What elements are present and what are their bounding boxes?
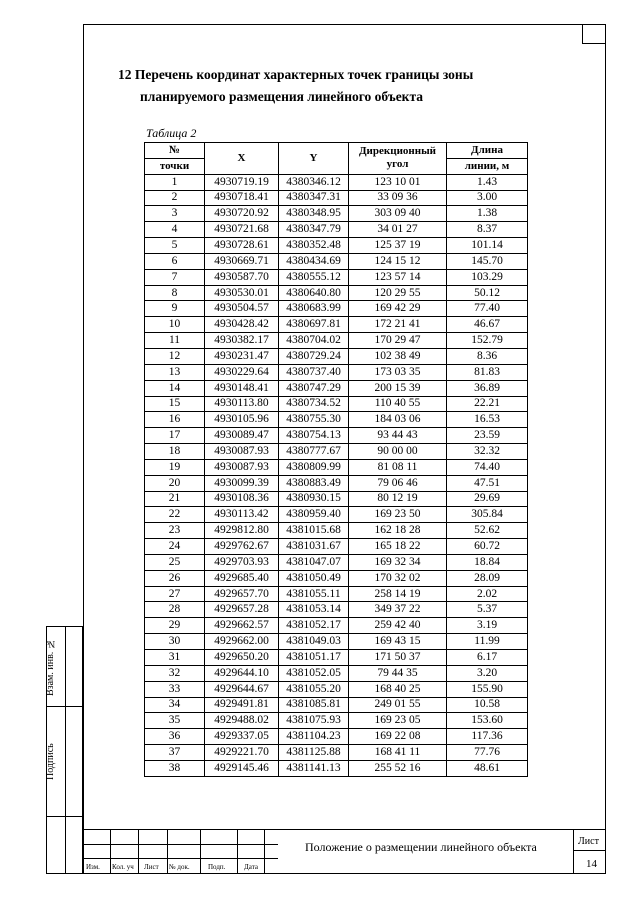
cell-length: 22.21 <box>447 396 528 412</box>
cell-y: 4381055.20 <box>279 681 349 697</box>
table-row <box>145 428 528 444</box>
heading-line-2: планируемого размещения линейного объекта <box>140 89 424 104</box>
cell-x: 4930720.92 <box>205 206 279 222</box>
table-body <box>145 174 528 776</box>
cell-angle: 259 42 40 <box>349 618 447 634</box>
cell-angle: 93 44 43 <box>349 428 447 444</box>
cell-angle: 173 03 35 <box>349 364 447 380</box>
tb-label-sign: Подп. <box>208 863 226 871</box>
cell-x: 4930148.41 <box>205 380 279 396</box>
table-row <box>145 253 528 269</box>
table-row <box>145 491 528 507</box>
table-row <box>145 364 528 380</box>
cell-point: 6 <box>145 253 205 269</box>
cell-point: 8 <box>145 285 205 301</box>
tb-label-date: Дата <box>244 863 258 871</box>
cell-x: 4929762.67 <box>205 539 279 555</box>
table-row <box>145 539 528 555</box>
table-row <box>145 412 528 428</box>
cell-y: 4381051.17 <box>279 650 349 666</box>
cell-y: 4381052.17 <box>279 618 349 634</box>
cell-length: 3.00 <box>447 190 528 206</box>
cell-length: 3.19 <box>447 618 528 634</box>
cell-length: 16.53 <box>447 412 528 428</box>
table-row <box>145 570 528 586</box>
cell-x: 4929685.40 <box>205 570 279 586</box>
cell-length: 77.40 <box>447 301 528 317</box>
cell-angle: 124 15 12 <box>349 253 447 269</box>
table-row <box>145 554 528 570</box>
cell-angle: 123 57 14 <box>349 269 447 285</box>
cell-point: 12 <box>145 348 205 364</box>
cell-angle: 110 40 55 <box>349 396 447 412</box>
cell-x: 4929145.46 <box>205 760 279 776</box>
cell-length: 145.70 <box>447 253 528 269</box>
cell-y: 4380777.67 <box>279 444 349 460</box>
cell-x: 4930721.68 <box>205 222 279 238</box>
tb-vline <box>167 830 168 874</box>
cell-point: 14 <box>145 380 205 396</box>
table-row <box>145 301 528 317</box>
cell-y: 4380729.24 <box>279 348 349 364</box>
cell-x: 4929644.67 <box>205 681 279 697</box>
cell-x: 4930113.80 <box>205 396 279 412</box>
sheet-number: 14 <box>586 858 597 870</box>
table-row <box>145 745 528 761</box>
title-block <box>83 829 606 874</box>
cell-angle: 169 22 08 <box>349 729 447 745</box>
cell-x: 4929337.05 <box>205 729 279 745</box>
cell-point: 29 <box>145 618 205 634</box>
col-header-angle: Дирекционный угол <box>349 143 447 175</box>
tb-label-doc-no: № док. <box>169 863 190 871</box>
cell-length: 23.59 <box>447 428 528 444</box>
col-header-x: X <box>205 143 279 175</box>
table-row <box>145 634 528 650</box>
cell-angle: 255 52 16 <box>349 760 447 776</box>
cell-length: 152.79 <box>447 333 528 349</box>
cell-point: 34 <box>145 697 205 713</box>
cell-point: 32 <box>145 665 205 681</box>
table-row <box>145 238 528 254</box>
cell-point: 4 <box>145 222 205 238</box>
cell-point: 24 <box>145 539 205 555</box>
cell-y: 4380697.81 <box>279 317 349 333</box>
cell-x: 4929657.28 <box>205 602 279 618</box>
cell-angle: 169 32 34 <box>349 554 447 570</box>
cell-length: 2.02 <box>447 586 528 602</box>
table-row <box>145 729 528 745</box>
cell-y: 4381015.68 <box>279 523 349 539</box>
cell-y: 4381052.05 <box>279 665 349 681</box>
cell-length: 103.29 <box>447 269 528 285</box>
cell-point: 23 <box>145 523 205 539</box>
cell-length: 50.12 <box>447 285 528 301</box>
cell-x: 4930728.61 <box>205 238 279 254</box>
cell-point: 25 <box>145 554 205 570</box>
table-row <box>145 602 528 618</box>
cell-angle: 162 18 28 <box>349 523 447 539</box>
cell-length: 8.37 <box>447 222 528 238</box>
cell-angle: 200 15 39 <box>349 380 447 396</box>
section-heading <box>118 64 578 108</box>
col-header-length-top: Длина <box>447 143 528 159</box>
table-row <box>145 396 528 412</box>
cell-length: 155.90 <box>447 681 528 697</box>
cell-x: 4930099.39 <box>205 475 279 491</box>
cell-point: 28 <box>145 602 205 618</box>
cell-angle: 258 14 19 <box>349 586 447 602</box>
cell-x: 4930087.93 <box>205 444 279 460</box>
cell-y: 4381055.11 <box>279 586 349 602</box>
table-row <box>145 713 528 729</box>
side-label-signature: Подпись <box>45 743 56 781</box>
side-label-approve: Взам. инв. № <box>45 638 56 696</box>
cell-y: 4380434.69 <box>279 253 349 269</box>
cell-x: 4929488.02 <box>205 713 279 729</box>
cell-angle: 81 08 11 <box>349 459 447 475</box>
cell-x: 4930719.19 <box>205 174 279 190</box>
cell-y: 4381053.14 <box>279 602 349 618</box>
cell-y: 4380737.40 <box>279 364 349 380</box>
cell-length: 5.37 <box>447 602 528 618</box>
table-row <box>145 665 528 681</box>
coordinates-table <box>144 142 528 777</box>
cell-y: 4380883.49 <box>279 475 349 491</box>
cell-angle: 123 10 01 <box>349 174 447 190</box>
table-row <box>145 618 528 634</box>
tb-vline <box>237 830 238 874</box>
cell-y: 4381050.49 <box>279 570 349 586</box>
cell-angle: 172 21 41 <box>349 317 447 333</box>
cell-x: 4930087.93 <box>205 459 279 475</box>
cell-y: 4380348.95 <box>279 206 349 222</box>
tb-vline <box>138 830 139 874</box>
cell-angle: 120 29 55 <box>349 285 447 301</box>
cell-point: 19 <box>145 459 205 475</box>
cell-angle: 170 29 47 <box>349 333 447 349</box>
cell-angle: 125 37 19 <box>349 238 447 254</box>
cell-length: 36.89 <box>447 380 528 396</box>
cell-y: 4380754.13 <box>279 428 349 444</box>
cell-y: 4380683.99 <box>279 301 349 317</box>
cell-y: 4381075.93 <box>279 713 349 729</box>
cell-point: 37 <box>145 745 205 761</box>
cell-point: 33 <box>145 681 205 697</box>
cell-y: 4380747.29 <box>279 380 349 396</box>
cell-length: 46.67 <box>447 317 528 333</box>
cell-y: 4380346.12 <box>279 174 349 190</box>
cell-point: 18 <box>145 444 205 460</box>
cell-point: 36 <box>145 729 205 745</box>
table-row <box>145 681 528 697</box>
cell-y: 4380930.15 <box>279 491 349 507</box>
col-header-point-bottom: точки <box>145 158 205 174</box>
cell-x: 4929703.93 <box>205 554 279 570</box>
table-row <box>145 760 528 776</box>
table-caption: Таблица 2 <box>146 126 197 140</box>
table-row <box>145 697 528 713</box>
cell-point: 30 <box>145 634 205 650</box>
side-stamp <box>46 626 83 874</box>
cell-x: 4930669.71 <box>205 253 279 269</box>
cell-angle: 169 23 50 <box>349 507 447 523</box>
col-header-point-top: № <box>145 143 205 159</box>
table-row <box>145 190 528 206</box>
table-row <box>145 333 528 349</box>
cell-angle: 169 42 29 <box>349 301 447 317</box>
table-row <box>145 475 528 491</box>
cell-x: 4929662.00 <box>205 634 279 650</box>
cell-x: 4930108.36 <box>205 491 279 507</box>
cell-y: 4381104.23 <box>279 729 349 745</box>
cell-point: 1 <box>145 174 205 190</box>
cell-point: 2 <box>145 190 205 206</box>
cell-x: 4930587.70 <box>205 269 279 285</box>
cell-angle: 303 09 40 <box>349 206 447 222</box>
cell-y: 4381047.07 <box>279 554 349 570</box>
cell-angle: 80 12 19 <box>349 491 447 507</box>
tb-vline <box>110 830 111 874</box>
cell-length: 117.36 <box>447 729 528 745</box>
cell-angle: 79 06 46 <box>349 475 447 491</box>
cell-y: 4380352.48 <box>279 238 349 254</box>
cell-point: 38 <box>145 760 205 776</box>
cell-x: 4930089.47 <box>205 428 279 444</box>
cell-point: 13 <box>145 364 205 380</box>
cell-length: 1.38 <box>447 206 528 222</box>
document-title: Положение о размещении линейного объекта <box>305 840 537 854</box>
cell-x: 4930113.42 <box>205 507 279 523</box>
cell-length: 10.58 <box>447 697 528 713</box>
side-divider <box>65 627 66 873</box>
cell-angle: 170 32 02 <box>349 570 447 586</box>
cell-x: 4929644.10 <box>205 665 279 681</box>
cell-x: 4929650.20 <box>205 650 279 666</box>
cell-point: 11 <box>145 333 205 349</box>
cell-length: 74.40 <box>447 459 528 475</box>
cell-x: 4930231.47 <box>205 348 279 364</box>
table-row <box>145 586 528 602</box>
table-row <box>145 507 528 523</box>
cell-length: 1.43 <box>447 174 528 190</box>
cell-x: 4929491.81 <box>205 697 279 713</box>
cell-point: 17 <box>145 428 205 444</box>
cell-point: 20 <box>145 475 205 491</box>
table-row <box>145 348 528 364</box>
cell-angle: 102 38 49 <box>349 348 447 364</box>
cell-x: 4929812.80 <box>205 523 279 539</box>
cell-angle: 168 41 11 <box>349 745 447 761</box>
cell-point: 9 <box>145 301 205 317</box>
col-header-y: Y <box>279 143 349 175</box>
cell-angle: 90 00 00 <box>349 444 447 460</box>
cell-x: 4930718.41 <box>205 190 279 206</box>
table-row <box>145 285 528 301</box>
cell-length: 48.61 <box>447 760 528 776</box>
table-row <box>145 459 528 475</box>
cell-x: 4929657.70 <box>205 586 279 602</box>
cell-y: 4380640.80 <box>279 285 349 301</box>
cell-point: 10 <box>145 317 205 333</box>
tb-label-change: Изм. <box>86 863 100 871</box>
cell-y: 4381141.13 <box>279 760 349 776</box>
cell-length: 47.51 <box>447 475 528 491</box>
tb-label-count: Кол. уч <box>112 863 134 871</box>
cell-point: 7 <box>145 269 205 285</box>
cell-length: 81.83 <box>447 364 528 380</box>
cell-length: 3.20 <box>447 665 528 681</box>
tb-hline <box>83 844 278 845</box>
table-row <box>145 650 528 666</box>
table-row <box>145 317 528 333</box>
cell-length: 8.36 <box>447 348 528 364</box>
cell-angle: 169 43 15 <box>349 634 447 650</box>
cell-y: 4380959.40 <box>279 507 349 523</box>
tb-vline <box>264 830 265 874</box>
cell-angle: 349 37 22 <box>349 602 447 618</box>
cell-x: 4930428.42 <box>205 317 279 333</box>
cell-point: 31 <box>145 650 205 666</box>
tb-hline <box>83 858 278 859</box>
cell-x: 4930105.96 <box>205 412 279 428</box>
cell-length: 18.84 <box>447 554 528 570</box>
cell-length: 77.76 <box>447 745 528 761</box>
cell-x: 4930530.01 <box>205 285 279 301</box>
cell-x: 4929662.57 <box>205 618 279 634</box>
cell-angle: 169 23 05 <box>349 713 447 729</box>
cell-length: 305.84 <box>447 507 528 523</box>
cell-y: 4380347.79 <box>279 222 349 238</box>
cell-angle: 34 01 27 <box>349 222 447 238</box>
table-row <box>145 222 528 238</box>
cell-point: 35 <box>145 713 205 729</box>
cell-angle: 249 01 55 <box>349 697 447 713</box>
table-row <box>145 269 528 285</box>
cell-y: 4380347.31 <box>279 190 349 206</box>
tb-vline <box>200 830 201 874</box>
cell-angle: 184 03 06 <box>349 412 447 428</box>
cell-y: 4380734.52 <box>279 396 349 412</box>
cell-angle: 168 40 25 <box>349 681 447 697</box>
cell-y: 4381031.67 <box>279 539 349 555</box>
cell-angle: 79 44 35 <box>349 665 447 681</box>
heading-line-1: 12 Перечень координат характерных точек границы зоны <box>118 67 474 82</box>
cell-x: 4929221.70 <box>205 745 279 761</box>
cell-y: 4380809.99 <box>279 459 349 475</box>
cell-point: 21 <box>145 491 205 507</box>
cell-length: 101.14 <box>447 238 528 254</box>
cell-length: 11.99 <box>447 634 528 650</box>
table-row <box>145 523 528 539</box>
tb-label-sheet: Лист <box>144 863 159 871</box>
cell-x: 4930229.64 <box>205 364 279 380</box>
table-row <box>145 206 528 222</box>
cell-y: 4380755.30 <box>279 412 349 428</box>
col-header-length-bottom: линии, м <box>447 158 528 174</box>
cell-angle: 33 09 36 <box>349 190 447 206</box>
cell-point: 15 <box>145 396 205 412</box>
cell-length: 29.69 <box>447 491 528 507</box>
table-row <box>145 444 528 460</box>
cell-point: 27 <box>145 586 205 602</box>
cell-length: 32.32 <box>447 444 528 460</box>
cell-angle: 165 18 22 <box>349 539 447 555</box>
cell-point: 3 <box>145 206 205 222</box>
cell-length: 153.60 <box>447 713 528 729</box>
corner-box <box>582 24 606 44</box>
cell-y: 4381049.03 <box>279 634 349 650</box>
cell-y: 4380555.12 <box>279 269 349 285</box>
cell-y: 4380704.02 <box>279 333 349 349</box>
cell-point: 16 <box>145 412 205 428</box>
cell-x: 4930504.57 <box>205 301 279 317</box>
cell-y: 4381125.88 <box>279 745 349 761</box>
cell-point: 22 <box>145 507 205 523</box>
cell-point: 5 <box>145 238 205 254</box>
cell-x: 4930382.17 <box>205 333 279 349</box>
cell-length: 52.62 <box>447 523 528 539</box>
cell-length: 28.09 <box>447 570 528 586</box>
table-row <box>145 174 528 190</box>
cell-length: 6.17 <box>447 650 528 666</box>
cell-y: 4381085.81 <box>279 697 349 713</box>
cell-length: 60.72 <box>447 539 528 555</box>
cell-angle: 171 50 37 <box>349 650 447 666</box>
table-row <box>145 380 528 396</box>
sheet-label: Лист <box>578 836 599 847</box>
cell-point: 26 <box>145 570 205 586</box>
